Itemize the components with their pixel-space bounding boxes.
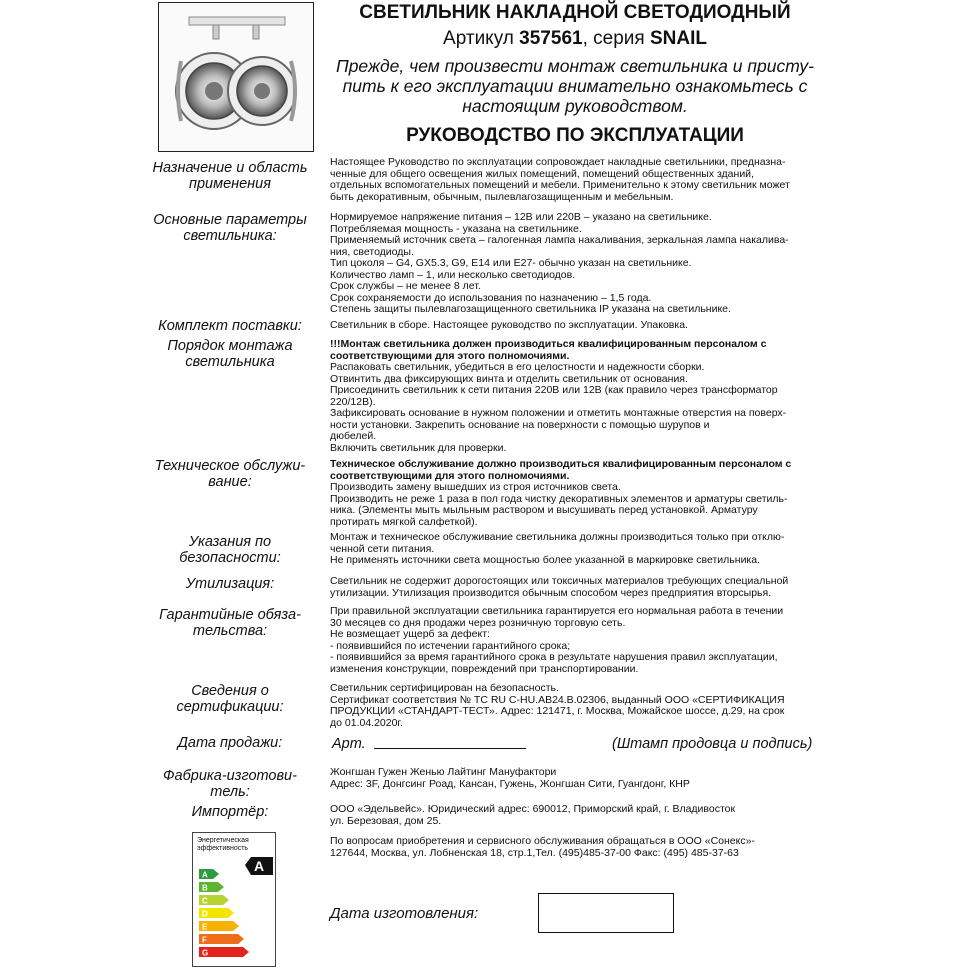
energy-title-line: Энергетическая (197, 837, 249, 844)
text-line: При правильной эксплуатации светильника гарантируется его нормальная работа в течении (330, 605, 784, 617)
text-line: ника. (Элементы мыть мыльным раствором и высушивать перед установкой. Арматуру (330, 504, 758, 516)
text-line: до 01.04.2020г. (330, 716, 403, 729)
text-line: 220/12В). (330, 395, 376, 408)
text-line: 127644, Москва, ул. Лобненская 18, стр.1,Тел. (495)485-37-00 Факс: (495) 485-37-63 (330, 846, 739, 859)
text-line: Потребляемая мощность - указана на светильнике. (330, 222, 582, 235)
text-line: 30 месяцев со дня продажи через розничную торговую сеть. (330, 616, 626, 629)
disposal-text (330, 576, 815, 599)
text-line: - появившийся по истечении гарантийного срока; (330, 639, 571, 652)
energy-bar-label: D (202, 909, 208, 919)
mounting-label: Порядок монтажа светильника (167, 338, 293, 370)
text-line: Распаковать светильник, убедиться в его целостности и надежности сборки. (330, 361, 705, 373)
series-prefix: , серия (582, 28, 650, 49)
spotlight-illustration (159, 3, 313, 151)
warranty-text (330, 606, 815, 675)
text-line: ООО «Эдельвейс». Юридический адрес: 690012, Приморский край, г. Владивосток (330, 803, 736, 815)
text-line: Количество ламп – 1, или несколько светодиодов. (330, 268, 576, 281)
certification-text (330, 683, 815, 729)
purpose-text (330, 157, 815, 203)
product-title: СВЕТИЛЬНИК НАКЛАДНОЙ СВЕТОДИОДНЫЙ (359, 2, 791, 23)
text-line: Жонгшан Гужен Женью Лайтинг Мануфактори (330, 766, 557, 778)
manufacture-date-box[interactable] (538, 893, 674, 933)
manufacturer-text (330, 767, 815, 790)
purpose-label: Назначение и область применения (152, 160, 308, 192)
energy-bar-label: G (202, 948, 209, 958)
text-line: Производить не реже 1 раза в пол года чистку декоративных элементов и арматуры светиль- (330, 492, 788, 505)
energy-class-letter: A (253, 858, 265, 874)
text-line: Настоящее Руководство по эксплуатации сопровождает накладные светильники, предназна- (330, 156, 786, 168)
seller-stamp-note: (Штамп продовца и подпись) (612, 736, 813, 752)
manufacture-date-label: Дата изготовления: (330, 905, 479, 922)
text-line: Отвинтить два фиксирующих винта и отделить светильник от основания. (330, 372, 688, 385)
kit-label: Комплект поставки: (158, 318, 302, 334)
sale-signature-line[interactable] (374, 748, 526, 749)
text-line: утилизации. Утилизация производится обычным способом через предприятия вторсырья. (330, 586, 772, 599)
energy-bar-label: E (202, 922, 208, 932)
safety-text (330, 532, 815, 567)
energy-scale-graphic (193, 833, 275, 966)
mounting-text (330, 339, 815, 454)
text-line: ния, светодиоды. (330, 245, 414, 258)
text-line: Степень защиты пылевлагозащищенного светильника IP указана на светильнике. (330, 303, 731, 315)
energy-bar-label: C (202, 896, 208, 906)
product-photo (158, 2, 314, 152)
text-line: !!!Монтаж светильника должен производиться квалифицированным персоналом с (330, 338, 767, 350)
text-line: Техническое обслуживание должно производиться квалифицированным персоналом с (330, 458, 792, 470)
text-line: Не возмещает ущерб за дефект: (330, 628, 490, 640)
text-line: Производить замену вышедших из строя источников света. (330, 481, 621, 493)
warranty-label: Гарантийные обяза-тельства: (159, 607, 301, 639)
disposal-label: Утилизация: (185, 576, 275, 592)
text-line: изменения конструкции, повреждений при транспортировании. (330, 662, 639, 675)
energy-bar-label: F (202, 935, 207, 945)
text-line: ченной сети питания. (330, 542, 435, 555)
energy-efficiency-label (192, 832, 276, 967)
kit-text: Светильник в сборе. Настоящее руководство по эксплуатации. Упаковка. (330, 319, 688, 331)
energy-bar-label: A (202, 870, 208, 880)
contacts-text (330, 836, 815, 859)
text-line: Нормируемое напряжение питания – 12В или 220В – указано на светильнике. (330, 211, 712, 223)
text-line: Срок службы – не менее 8 лет. (330, 280, 481, 292)
params-label: Основные параметры светильника: (153, 212, 307, 244)
safety-label: Указания по безопасности: (179, 534, 281, 566)
series-name: SNAIL (649, 28, 707, 49)
manual-title: РУКОВОДСТВО ПО ЭКСПЛУАТАЦИИ (406, 125, 744, 146)
text-line: Зафиксировать основание в нужном положении и отметить монтажные отверстия на поверх- (330, 407, 787, 419)
params-text (330, 212, 815, 316)
text-line: Светильник сертифицирован на безопасность. (330, 682, 559, 694)
text-line: протирать мягкой салфеткой). (330, 515, 478, 528)
certification-label: Сведения о сертификации: (176, 683, 284, 715)
text-line: По вопросам приобретения и сервисного обслуживания обращаться в ООО «Сонекс»- (330, 835, 755, 847)
energy-title-line: эффективность (197, 845, 249, 852)
text-line: - появившийся за время гарантийного срока в результате нарушения правил эксплуатации, (330, 651, 778, 663)
energy-bar-label: B (202, 883, 208, 893)
sale-article: Арт. (332, 736, 366, 752)
text-line: быть декоративным, обычным, пылевлагозащищенным и мебельным. (330, 190, 674, 203)
text-line: соответствующими для этого полномочиями. (330, 469, 570, 482)
text-line: Сертификат соответствия № ТС RU C-HU.АВ24.В.02306, выданный ООО «СЕРТИФИКАЦИЯ (330, 693, 785, 706)
maintenance-text (330, 459, 815, 528)
article-prefix: Артикул (443, 28, 520, 49)
importer-text (330, 804, 815, 827)
text-line: Тип цоколя – G4, GX5.3, G9, E14 или E27- обычно указан на светильнике. (330, 257, 692, 269)
text-line: Срок сохраняемости до использования по назначению – 1,5 года. (330, 291, 652, 304)
text-line: Светильник не содержит дорогостоящих или токсичных материалов требующих специальной (330, 575, 789, 587)
text-line: дюбелей. (330, 430, 377, 442)
text-line: соответствующими для этого полномочиями. (330, 349, 570, 362)
text-line: Не применять источники света мощностью более указанной в маркировке светильника. (330, 554, 761, 566)
text-line: ности установки. Закрепить основание на поверхности с помощью шурупов и (330, 418, 710, 431)
text-line: ченные для общего освещения жилых помещений, помещений общественных зданий, (330, 167, 754, 180)
text-line: Монтаж и техническое обслуживание светильника должны производиться только при отклю- (330, 531, 785, 543)
manufacturer-label: Фабрика-изготови-тель: (163, 768, 297, 800)
maintenance-label: Техническое обслужи-вание: (154, 458, 306, 490)
article-line (330, 28, 820, 50)
text-line: Применяемый источник света – галогенная лампа накаливания, зеркальная лампа накалива- (330, 234, 789, 246)
sale-date-label: Дата продажи: (177, 735, 283, 751)
article-number: 357561 (519, 28, 583, 49)
importer-label: Импортёр: (191, 804, 269, 820)
intro-notice: Прежде, чем произвести монтаж светильника и присту-пить к его эксплуатации внимательно ознакомьтесь с настоящим руководством. (336, 56, 814, 116)
text-line: Присоединить светильник к сети питания 220В или 12В (как правило через трансформатор (330, 384, 778, 396)
text-line: отдельных вспомогательных помещений и мебели. Применительно к этому светильник может (330, 179, 790, 191)
text-line: Адрес: 3F, Донгсинг Роад, Кансан, Гужень, Жонгшан Сити, Гуангдонг, КНР (330, 777, 690, 790)
text-line: ул. Березовая, дом 25. (330, 814, 442, 827)
text-line: ПРОДУКЦИИ «СТАНДАРТ-ТЕСТ». Адрес: 121471, г. Москва, Можайское шоссе, д.29, на срок (330, 705, 785, 717)
text-line: Включить светильник для проверки. (330, 441, 507, 454)
